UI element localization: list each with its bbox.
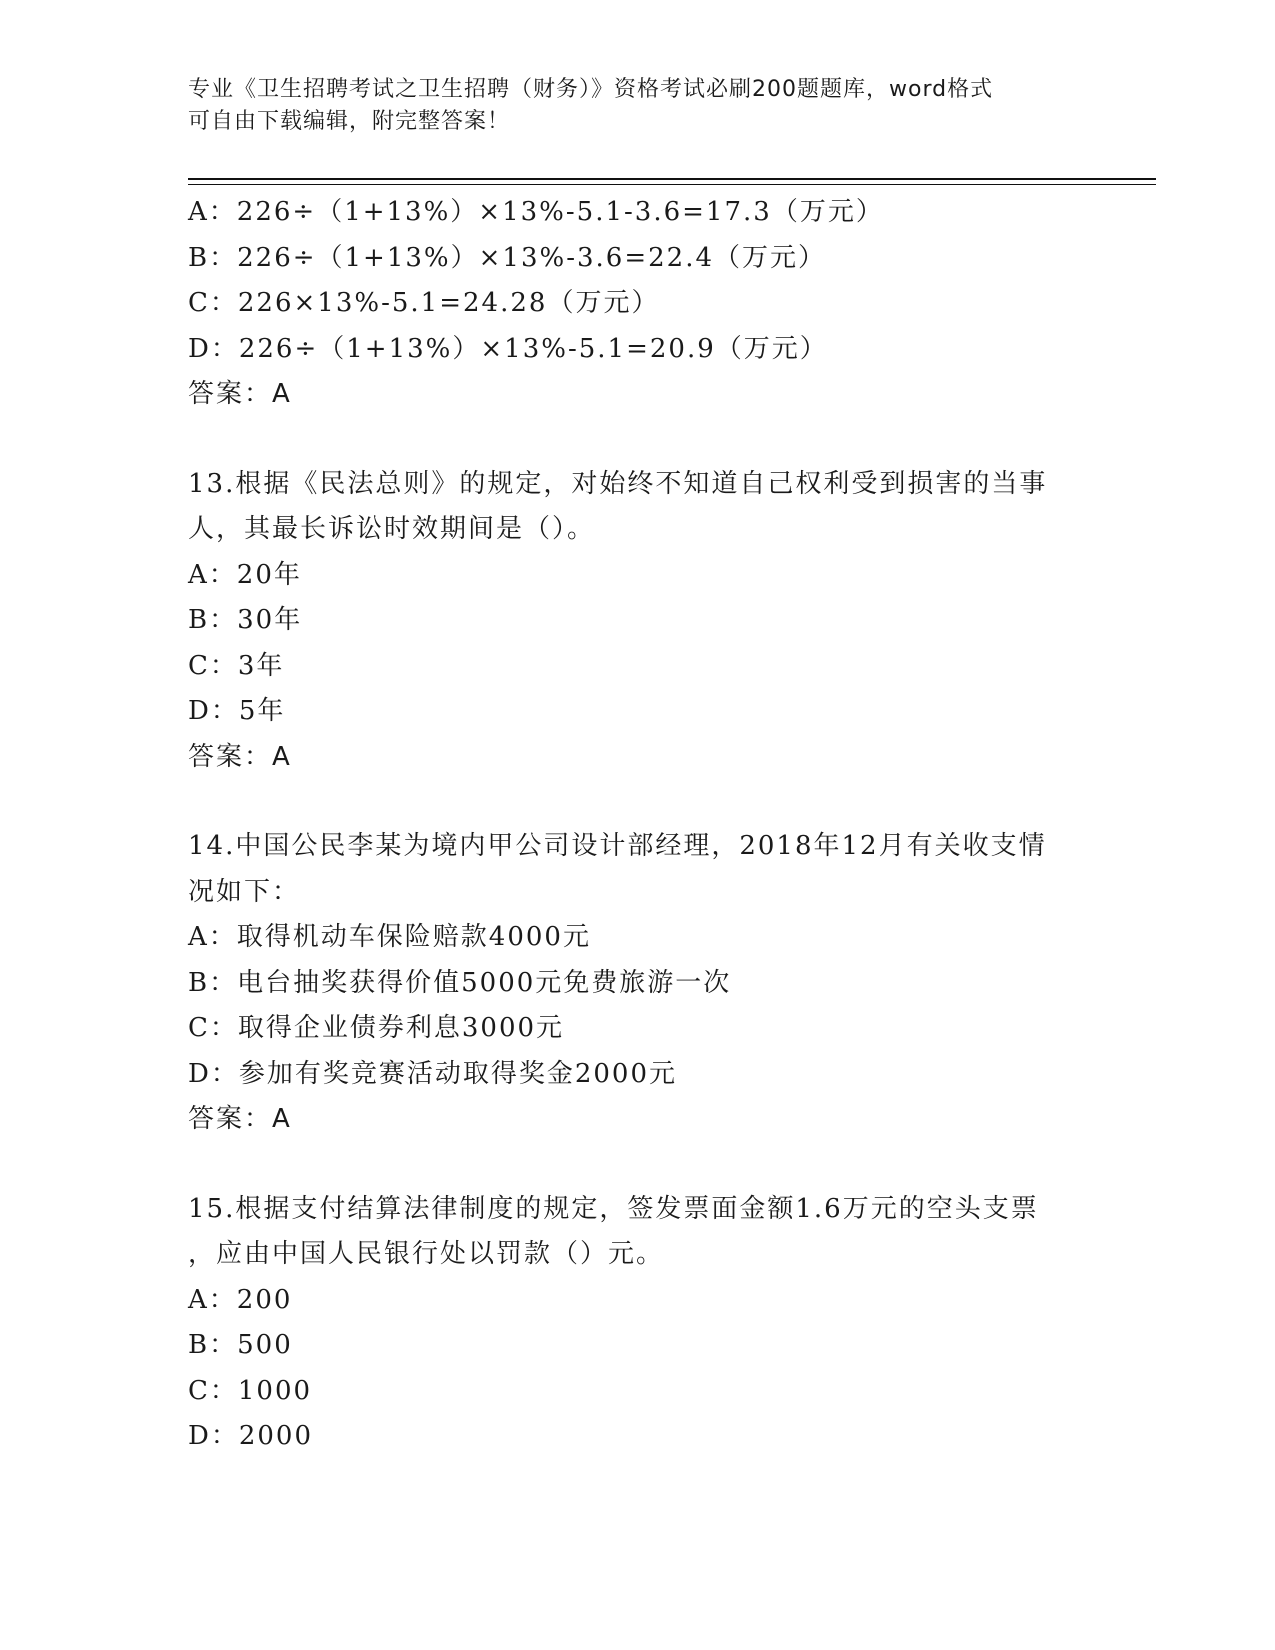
header-line-2: 可自由下载编辑，附完整答案！	[188, 109, 511, 134]
question-list	[188, 190, 1088, 1460]
header-line-1: 专业《卫生招聘考试之卫生招聘（财务）》资格考试必刷200题题库，word格式	[188, 77, 994, 102]
answer-line: 答案：A	[188, 741, 292, 772]
option-c: C：取得企业债券利息3000元	[188, 1013, 565, 1043]
option-b: B：226÷（1+13%）×13%-3.6=22.4（万元）	[188, 242, 827, 273]
option-b: B：电台抽奖获得价值5000元免费旅游一次	[188, 967, 732, 998]
carryover-question	[188, 190, 1088, 418]
option-c: C：1000	[188, 1375, 313, 1406]
answer-line: 答案：A	[188, 1104, 292, 1134]
document-header	[188, 74, 1068, 138]
question-stem: 14.中国公民李某为境内甲公司设计部经理，2018年12月有关收支情	[188, 831, 1047, 861]
header-rule-thin	[188, 184, 1156, 185]
answer-line: 答案：A	[188, 379, 292, 409]
option-c: C：3年	[188, 650, 285, 681]
question-stem: 15.根据支付结算法律制度的规定，签发票面金额1.6万元的空头支票	[188, 1193, 1039, 1224]
question-13	[188, 462, 1088, 781]
option-a: A：226÷（1+13%）×13%-5.1-3.6=17.3（万元）	[188, 197, 884, 227]
option-b: B：500	[188, 1330, 293, 1360]
question-stem: 13.根据《民法总则》的规定，对始终不知道自己权利受到损害的当事	[188, 468, 1048, 499]
option-b: B：30年	[188, 605, 303, 635]
question-stem: ，应由中国人民银行处以罚款（）元。	[188, 1239, 665, 1269]
option-a: A：取得机动车保险赔款4000元	[188, 922, 591, 952]
option-d: D：5年	[188, 696, 286, 726]
option-a: A：20年	[188, 559, 302, 590]
question-15	[188, 1187, 1088, 1460]
question-14	[188, 824, 1088, 1143]
option-d: D：226÷（1+13%）×13%-5.1=20.9（万元）	[188, 333, 828, 364]
question-stem: 人，其最长诉讼时效期间是（）。	[188, 514, 596, 544]
question-stem: 况如下：	[188, 876, 301, 907]
option-d: D：参加有奖竞赛活动取得奖金2000元	[188, 1058, 678, 1089]
option-c: C：226×13%-5.1=24.28（万元）	[188, 288, 660, 318]
option-a: A：200	[188, 1284, 293, 1315]
header-rule-thick	[188, 178, 1156, 180]
option-d: D：2000	[188, 1421, 314, 1451]
